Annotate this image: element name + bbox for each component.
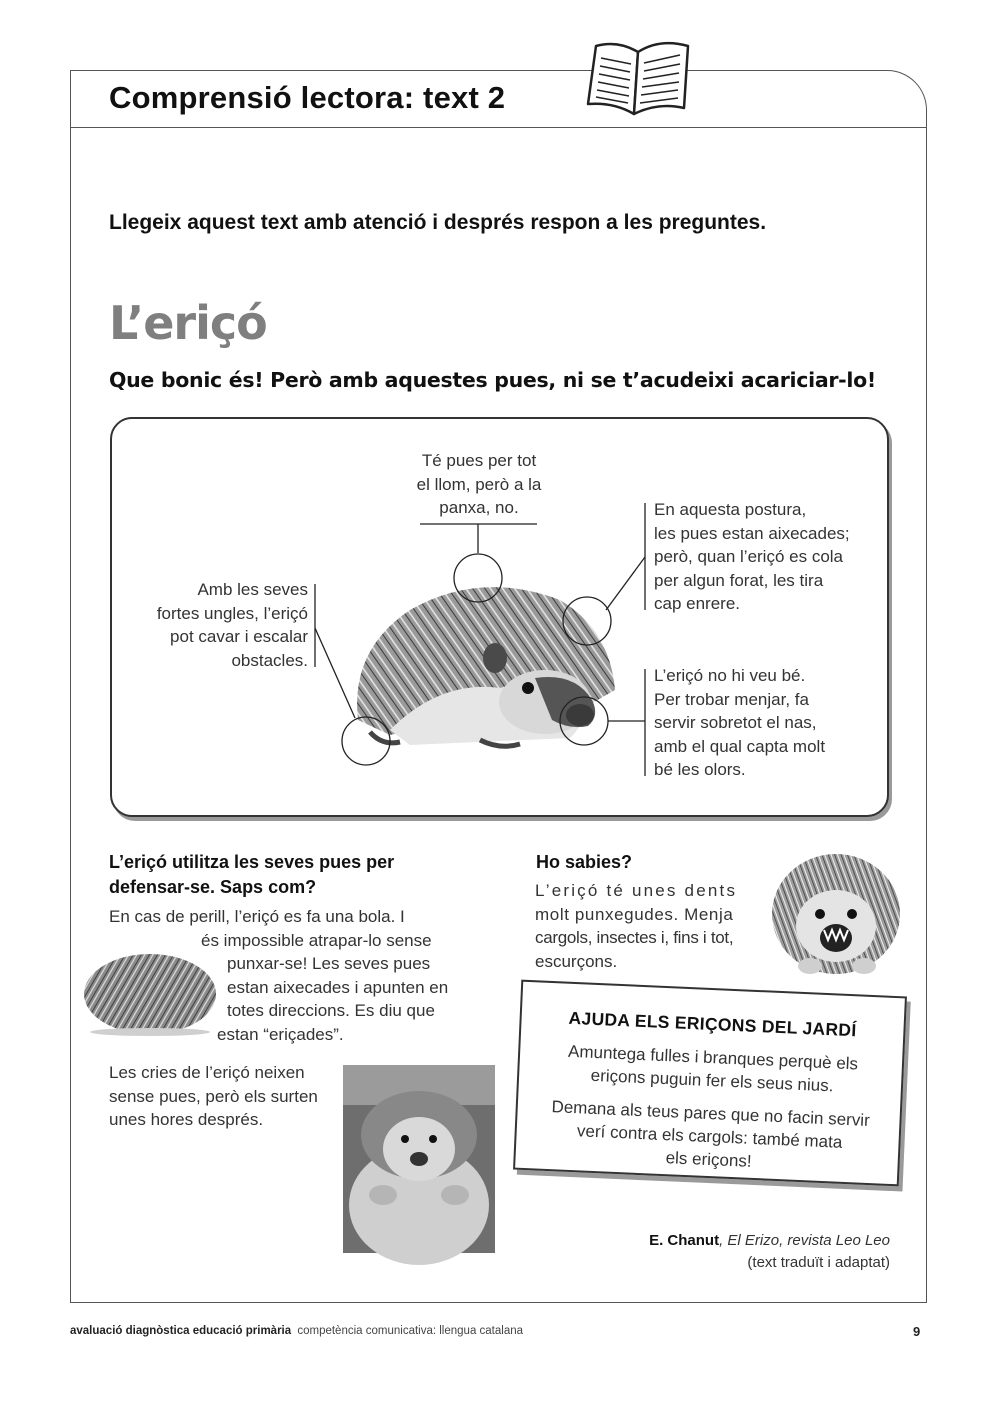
footer xyxy=(70,1325,523,1337)
callout-posture: En aquesta postura, les pues estan aixecades; però, quan l’eriçó es cola per algun forat, les tira cap enrere. xyxy=(654,500,850,613)
did-you-know-text: L’eriçó té unes dents molt punxegudes. Menja cargols, insectes i, fins i tot, escurçons. xyxy=(535,881,738,971)
tip-card-paragraph-2: Demana als teus pares que no facin servir verí contra els cargols: també mata els eriçons! xyxy=(551,1097,871,1171)
callout-spines: Té pues per tot el llom, però a la panxa, no. xyxy=(416,451,542,517)
citation-source: , El Erizo, revista Leo Leo xyxy=(719,1232,890,1249)
story-title: L’eriçó xyxy=(109,296,267,350)
hedgehog-ball-image xyxy=(80,948,220,1038)
hedgehog-teeth-photo xyxy=(768,848,904,980)
babies-text: Les cries de l’eriçó neixen sense pues, però els surten unes hores després. xyxy=(109,1063,318,1129)
citation xyxy=(560,1230,890,1274)
did-you-know-heading: Ho sabies? xyxy=(536,852,633,872)
footer-subject: competència comunicativa: llengua catalana xyxy=(297,1325,524,1337)
callout-claws: Amb les seves fortes ungles, l’eriçó pot cavar i escalar obstacles. xyxy=(156,580,308,670)
instructions: Llegeix aquest text amb atenció i després respon a les preguntes. xyxy=(109,211,767,234)
tip-card-title: AJUDA ELS ERIÇONS DEL JARDÍ xyxy=(568,1007,857,1041)
callout-nose: L’eriçó no hi veu bé. Per trobar menjar, fa servir sobretot el nas, amb el qual capta molt bé les olors. xyxy=(654,666,826,779)
page-title: Comprensió lectora: text 2 xyxy=(109,80,506,115)
garden-tip-card xyxy=(513,980,907,1187)
defense-heading: L’eriçó utilitza les seves pues per defensar-se. Saps com? xyxy=(109,852,395,897)
story-subtitle: Que bonic és! Però amb aquestes pues, ni se t’acudeixi acariciar-lo! xyxy=(109,368,876,392)
page-number: 9 xyxy=(913,1324,921,1339)
footer-program: avaluació diagnòstica educació primària xyxy=(70,1325,292,1337)
citation-author: E. Chanut xyxy=(649,1232,720,1249)
citation-note: (text traduït i adaptat) xyxy=(747,1254,890,1271)
baby-hedgehog-photo xyxy=(343,1065,495,1253)
tip-card-paragraph-1: Amuntega fulles i branques perquè els eriçons puguin fer els seus nius. xyxy=(567,1041,859,1096)
